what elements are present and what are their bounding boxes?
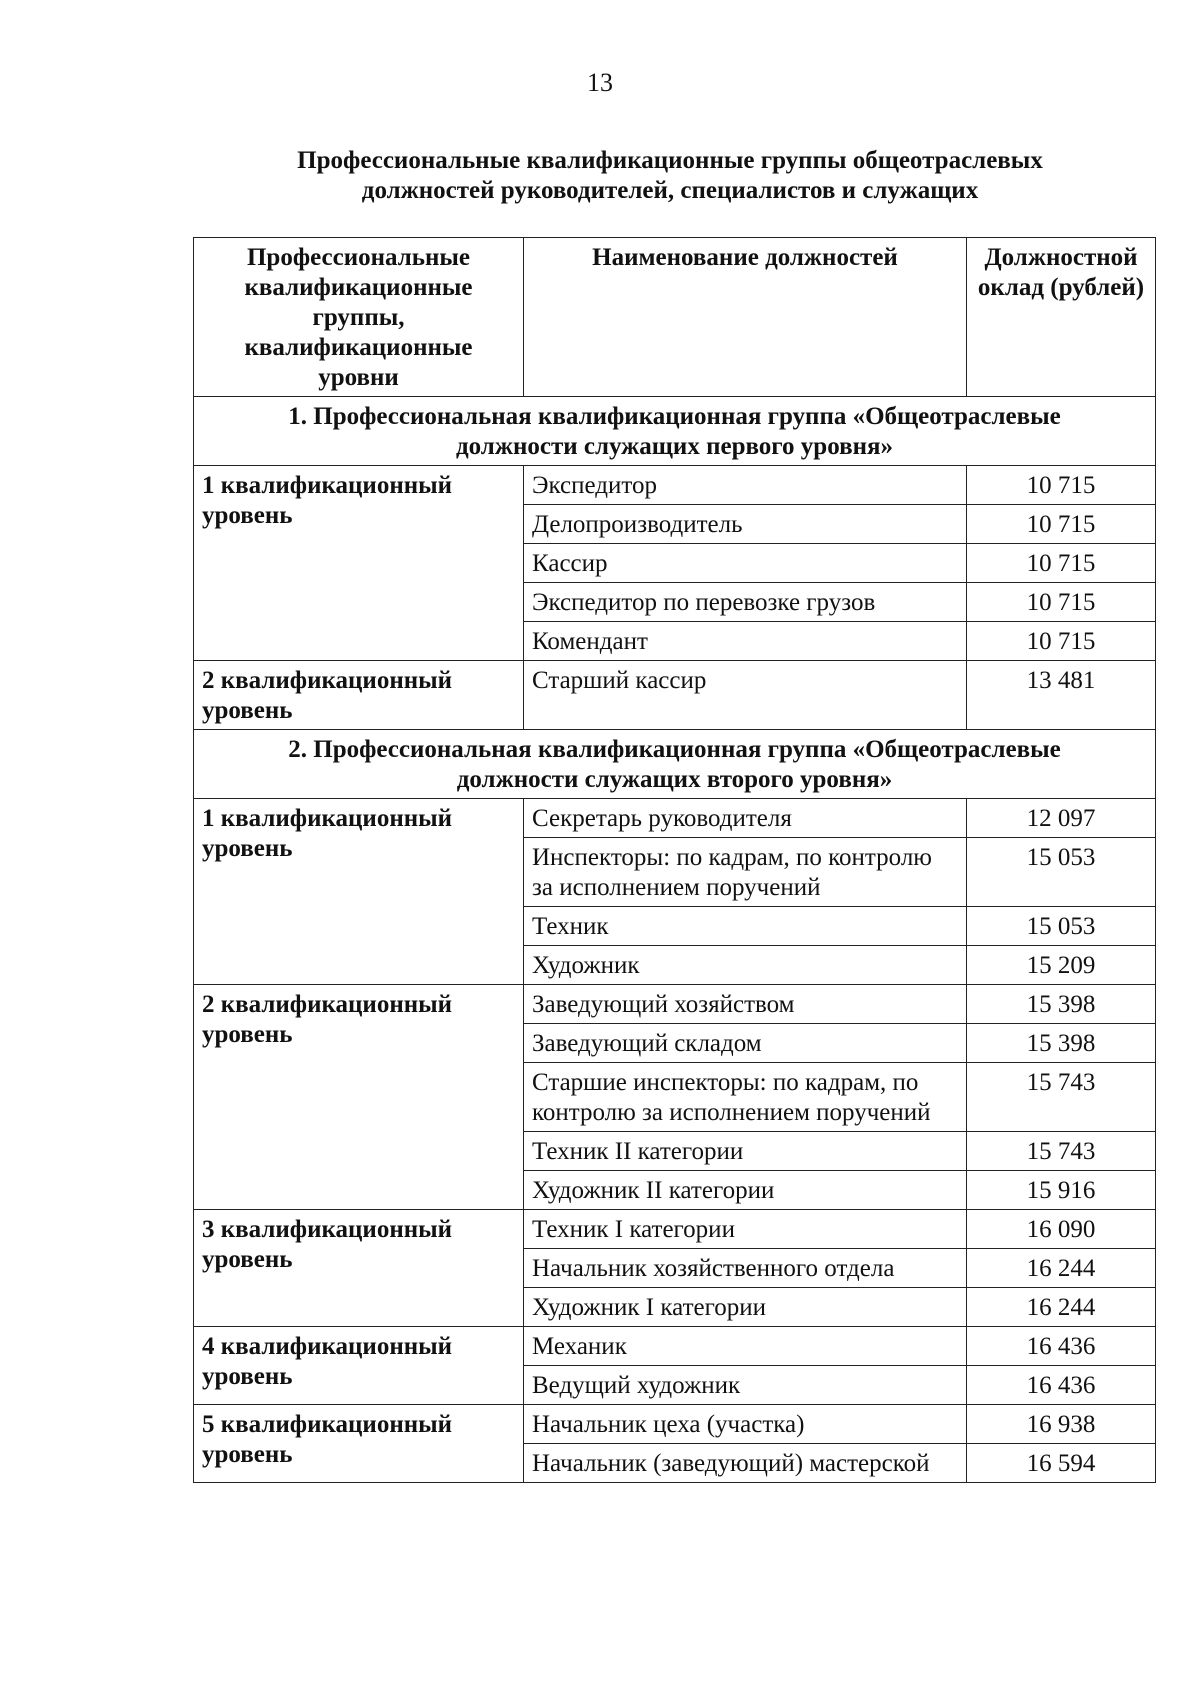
qualification-level: 3 квалификационный уровень [194,1210,524,1327]
group-title-line-1: 2. Профессиональная квалификационная группа «Общеотраслевые [288,736,1061,763]
position-salary: 10 715 [967,544,1156,583]
position-salary: 10 715 [967,622,1156,661]
position-name: Техник II категории [524,1132,967,1171]
position-salary: 15 398 [967,1024,1156,1063]
position-salary: 10 715 [967,583,1156,622]
position-salary: 15 743 [967,1063,1156,1132]
position-name: Старший кассир [524,661,967,730]
group-title-row [194,397,1156,466]
position-name: Художник II категории [524,1171,967,1210]
position-name: Техник I категории [524,1210,967,1249]
table-row [194,1210,1156,1249]
group-title-row [194,730,1156,799]
group-title-line-2: должности служащих первого уровня» [455,433,893,460]
table-header-row [194,238,1156,397]
position-name: Старшие инспекторы: по кадрам, по контролю за исполнением поручений [524,1063,967,1132]
position-salary: 15 398 [967,985,1156,1024]
qualification-level: 2 квалификационный уровень [194,985,524,1210]
qualification-level: 2 квалификационный уровень [194,661,524,730]
position-salary: 15 743 [967,1132,1156,1171]
position-salary: 15 053 [967,907,1156,946]
position-name: Инспекторы: по кадрам, по контролю за исполнением поручений [524,838,967,907]
page-number: 13 [587,68,613,97]
header-groups-levels: Профессиональные квалификационные группы, квалификационные уровни [194,238,524,397]
position-salary: 16 938 [967,1405,1156,1444]
position-salary: 16 244 [967,1288,1156,1327]
position-salary: 15 053 [967,838,1156,907]
table-row [194,1327,1156,1366]
position-name: Кассир [524,544,967,583]
position-salary: 16 594 [967,1444,1156,1483]
salary-table [193,237,1156,1483]
position-salary: 15 209 [967,946,1156,985]
position-salary: 10 715 [967,505,1156,544]
position-salary: 10 715 [967,466,1156,505]
position-salary: 13 481 [967,661,1156,730]
position-salary: 16 244 [967,1249,1156,1288]
position-name: Экспедитор [524,466,967,505]
position-name: Художник [524,946,967,985]
position-name: Заведующий складом [524,1024,967,1063]
qualification-level: 1 квалификационный уровень [194,799,524,985]
position-name: Начальник цеха (участка) [524,1405,967,1444]
table-row [194,799,1156,838]
position-name: Начальник (заведующий) мастерской [524,1444,967,1483]
qualification-level: 4 квалификационный уровень [194,1327,524,1405]
position-salary: 12 097 [967,799,1156,838]
group-title [194,730,1156,799]
position-name: Техник [524,907,967,946]
group-title-line-2: должности служащих второго уровня» [456,766,893,793]
position-name: Экспедитор по перевозке грузов [524,583,967,622]
position-salary: 16 436 [967,1366,1156,1405]
position-name: Художник I категории [524,1288,967,1327]
table-row [194,661,1156,730]
position-salary: 15 916 [967,1171,1156,1210]
table-row [194,985,1156,1024]
group-title [194,397,1156,466]
qualification-level: 1 квалификационный уровень [194,466,524,661]
position-name: Заведующий хозяйством [524,985,967,1024]
position-salary: 16 090 [967,1210,1156,1249]
position-name: Механик [524,1327,967,1366]
table-row [194,466,1156,505]
table-body [194,397,1156,1483]
table-row [194,1405,1156,1444]
document-title [190,146,1150,206]
qualification-level: 5 квалификационный уровень [194,1405,524,1483]
header-salary: Должностной оклад (рублей) [967,238,1156,397]
position-name: Секретарь руководителя [524,799,967,838]
header-position-name: Наименование должностей [524,238,967,397]
position-salary: 16 436 [967,1327,1156,1366]
position-name: Комендант [524,622,967,661]
document-title-line-2: должностей руководителей, специалистов и служащих [361,177,979,204]
group-title-line-1: 1. Профессиональная квалификационная группа «Общеотраслевые [288,403,1061,430]
document-title-line-1: Профессиональные квалификационные группы общеотраслевых [297,147,1043,174]
position-name: Начальник хозяйственного отдела [524,1249,967,1288]
position-name: Делопроизводитель [524,505,967,544]
position-name: Ведущий художник [524,1366,967,1405]
